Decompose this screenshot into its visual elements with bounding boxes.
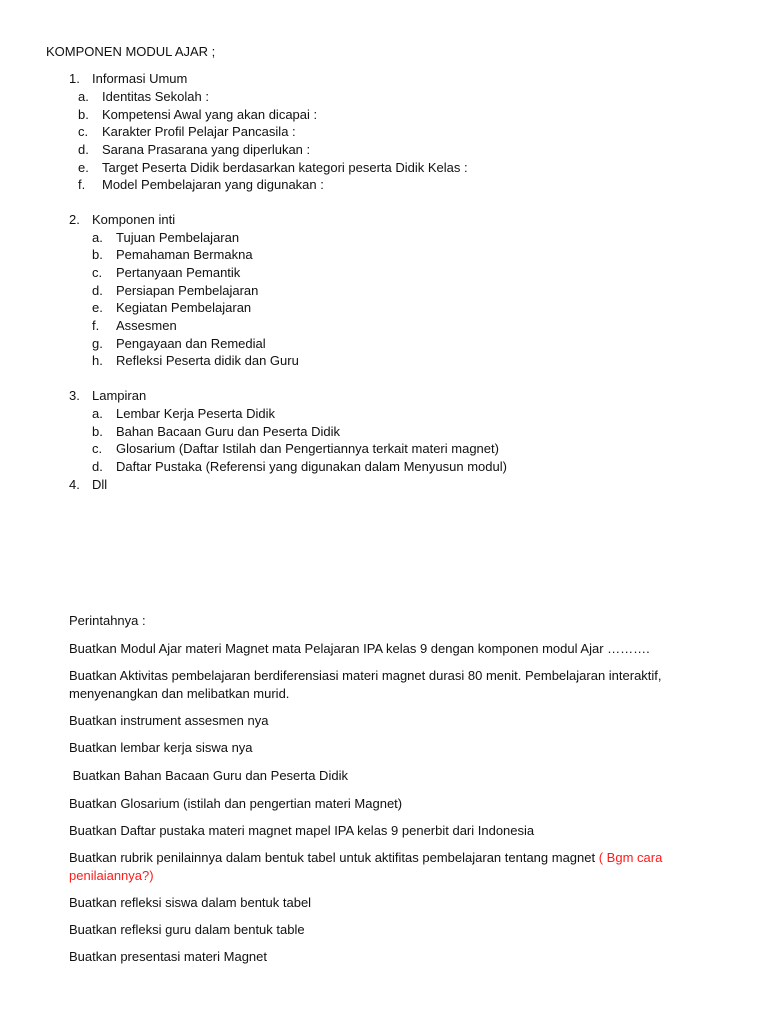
section-heading: Dll [92,477,108,492]
list-item: Refleksi Peserta didik dan Guru [116,353,299,368]
list-item-letter: b. [92,424,103,439]
instruction-item: Buatkan refleksi guru dalam bentuk table [69,922,305,937]
instruction-item: Buatkan lembar kerja siswa nya [69,740,253,755]
instruction-text: Buatkan rubrik penilainnya dalam bentuk tabel untuk aktifitas pembelajaran tentang magnet [69,850,599,865]
section-number: 4. [69,477,80,492]
instruction-item-rubrik [69,850,662,866]
instruction-item: Buatkan Aktivitas pembelajaran berdiferensiasi materi magnet durasi 80 menit. Pembelajaran interaktif, [69,668,662,683]
list-item: Model Pembelajaran yang digunakan : [102,177,324,192]
list-item-letter: d. [92,283,103,298]
list-item-letter: e. [78,160,89,175]
instructions-heading: Perintahnya : [69,613,146,628]
list-item: Sarana Prasarana yang diperlukan : [102,142,311,157]
list-item: Kegiatan Pembelajaran [116,300,252,315]
list-item-letter: f. [92,318,100,333]
list-item: Karakter Profil Pelajar Pancasila : [102,124,296,139]
list-item-letter: d. [92,459,103,474]
list-item-letter: c. [92,265,103,280]
list-item: Assesmen [116,318,177,333]
list-item: Pemahaman Bermakna [116,247,253,262]
list-item: Pertanyaan Pemantik [116,265,241,280]
list-item-letter: b. [78,107,89,122]
highlight-note-continuation: penilaiannya?) [69,868,154,883]
list-item: Glosarium (Daftar Istilah dan Pengertiannya terkait materi magnet) [116,441,499,456]
instruction-item: Buatkan instrument assesmen nya [69,713,269,728]
instruction-item: Buatkan presentasi materi Magnet [69,949,267,964]
list-item: Bahan Bacaan Guru dan Peserta Didik [116,424,341,439]
section-number: 2. [69,212,80,227]
list-item: Persiapan Pembelajaran [116,283,259,298]
section-heading: Komponen inti [92,212,176,227]
section-heading: Lampiran [92,388,147,403]
instruction-item: Buatkan Daftar pustaka materi magnet mapel IPA kelas 9 penerbit dari Indonesia [69,823,535,838]
list-item: Tujuan Pembelajaran [116,230,240,245]
list-item-letter: b. [92,247,103,262]
list-item-letter: a. [78,89,89,104]
section-number: 3. [69,388,80,403]
instruction-item: Buatkan refleksi siswa dalam bentuk tabel [69,895,312,910]
section-number: 1. [69,71,80,86]
list-item-letter: e. [92,300,103,315]
list-item: Daftar Pustaka (Referensi yang digunakan dalam Menyusun modul) [116,459,507,474]
list-item: Kompetensi Awal yang akan dicapai : [102,107,318,122]
list-item-letter: c. [78,124,89,139]
list-item-letter: a. [92,230,103,245]
list-item-letter: c. [92,441,103,456]
list-item-letter: a. [92,406,103,421]
instruction-item: Buatkan Glosarium (istilah dan pengertian materi Magnet) [69,796,403,811]
list-item: Identitas Sekolah : [102,89,209,104]
instruction-item: Buatkan Modul Ajar materi Magnet mata Pelajaran IPA kelas 9 dengan komponen modul Ajar ………. [69,641,650,656]
list-item-letter: h. [92,353,103,368]
document-title: KOMPONEN MODUL AJAR ; [46,44,216,59]
list-item-letter: g. [92,336,103,351]
section-heading: Informasi Umum [92,71,188,86]
list-item: Pengayaan dan Remedial [116,336,266,351]
instruction-item: Buatkan Bahan Bacaan Guru dan Peserta Didik [69,768,348,783]
instruction-item-continuation: menyenangkan dan melibatkan murid. [69,686,290,701]
list-item-letter: f. [78,177,86,192]
highlight-note: ( Bgm cara [598,850,663,865]
list-item: Lembar Kerja Peserta Didik [116,406,275,421]
list-item-letter: d. [78,142,89,157]
list-item: Target Peserta Didik berdasarkan kategori peserta Didik Kelas : [102,160,468,175]
